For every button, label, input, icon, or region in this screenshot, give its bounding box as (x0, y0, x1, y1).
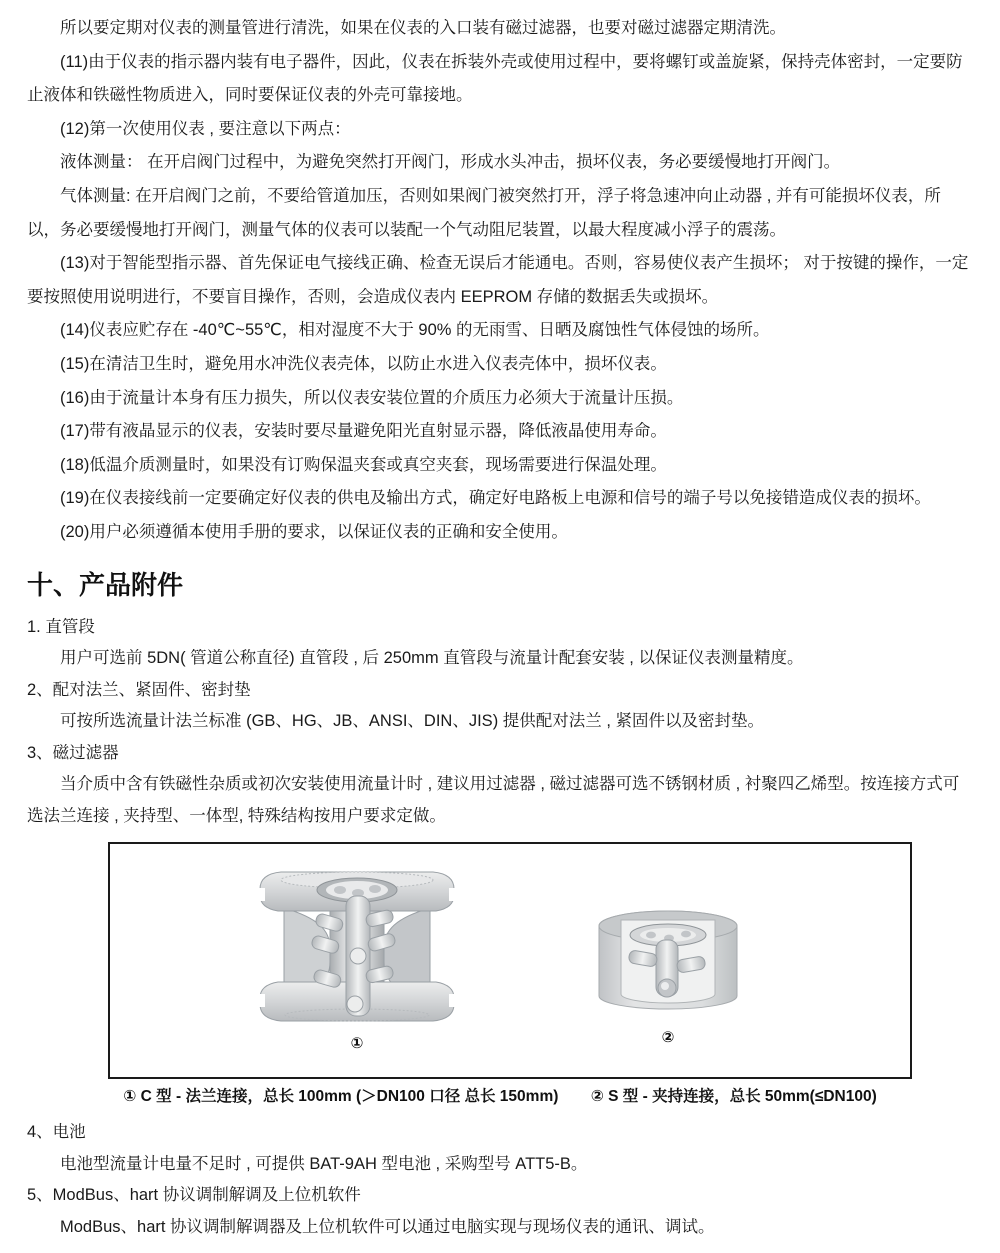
c-type-filter-illustration (254, 864, 460, 1028)
usage-notes-section (27, 12, 973, 550)
accessory-5-description: ModBus、hart 协议调制解调器及上位机软件可以通过电脑实现与现场仪表的通讯、调试。 (60, 1217, 715, 1236)
note-intro: 所以要定期对仪表的测量管进行清洗，如果在仪表的入口装有磁过滤器，也要对磁过滤器定期清洗。 (60, 19, 786, 37)
accessories-section-bottom (27, 1117, 973, 1243)
s-type-filter-illustration (593, 902, 743, 1020)
note-12: (12)第一次使用仪表 , 要注意以下两点： (60, 119, 351, 138)
note-14: (14)仪表应贮存在 -40℃~55℃，相对湿度不大于 90% 的无雨雪、日晒及腐蚀性气体侵蚀的场所。 (60, 321, 770, 340)
accessory-4-description: 电池型流量计电量不足时 , 可提供 BAT-9AH 型电池 , 采购型号 ATT5-B。 (60, 1154, 588, 1173)
figure-box (108, 842, 912, 1079)
figure-marker-1: ① (350, 1035, 364, 1052)
accessory-2-description: 可按所选流量计法兰标准 (GB、HG、JB、ANSI、DIN、JIS) 提供配对法兰 , 紧固件以及密封垫。 (60, 712, 765, 730)
note-gas-measurement: 气体测量: 在开启阀门之前，不要给管道加压，否则如果阀门被突然打开，浮子将急速冲向止动器 , 并有可能损坏仪表，所以，务必要缓慢地打开阀门，测量气体的仪表可以装配一个气动阻尼装置，以最大程度减小浮子的震荡。 (27, 186, 941, 239)
accessory-5-label: 5、ModBus、hart 协议调制解调及上位机软件 (27, 1186, 361, 1204)
accessory-3-label: 3、磁过滤器 (27, 743, 119, 762)
accessory-1-label: 1. 直管段 (27, 617, 95, 636)
figure-caption (27, 1085, 973, 1109)
accessory-4-label: 4、电池 (27, 1123, 86, 1141)
figure-marker-2: ② (661, 1029, 675, 1046)
note-18: (18)低温介质测量时，如果没有订购保温夹套或真空夹套，现场需要进行保温处理。 (60, 455, 667, 474)
note-15: (15)在清洁卫生时，避免用水冲洗仪表壳体，以防止水进入仪表壳体中，损坏仪表。 (60, 354, 667, 373)
figure-caption-s-type: ② S 型 - 夹持连接，总长 50mm(≤DN100) (590, 1088, 877, 1105)
note-20: (20)用户必须遵循本使用手册的要求，以保证仪表的正确和安全使用。 (60, 522, 568, 541)
note-17: (17)带有液晶显示的仪表，安装时要尽量避免阳光直射显示器，降低液晶使用寿命。 (60, 422, 667, 441)
figure-caption-c-type: ① C 型 - 法兰连接，总长 100mm (＞DN100 口径 总长 150mm) (123, 1088, 559, 1105)
section-title-product-accessories: 十、产品附件 (27, 569, 184, 600)
note-16: (16)由于流量计本身有压力损失，所以仪表安装位置的介质压力必须大于流量计压损。 (60, 388, 684, 407)
note-11: (11)由于仪表的指示器内装有电子器件，因此，仪表在拆装外壳或使用过程中，要将螺钉或盖旋紧，保持壳体密封，一定要防止液体和铁磁性物质进入，同时要保证仪表的外壳可靠接地。 (27, 52, 963, 105)
figure-item-s-type (588, 902, 748, 1047)
accessory-2-label: 2、配对法兰、紧固件、密封垫 (27, 680, 251, 699)
note-13: (13)对于智能型指示器、首先保证电气接线正确、检查无误后才能通电。否则，容易使仪表产生损坏； 对于按键的操作，一定要按照使用说明进行，不要盲目操作，否则，会造成仪表内 EEPROM 存储的数据丢失或损坏。 (27, 254, 969, 306)
note-liquid-measurement: 液体测量： 在开启阀门过程中，为避免突然打开阀门，形成水头冲击，损坏仪表，务必要缓慢地打开阀门。 (60, 153, 841, 172)
accessory-3-description: 当介质中含有铁磁性杂质或初次安装使用流量计时 , 建议用过滤器 , 磁过滤器可选不锈钢材质 , 衬聚四乙烯型。按连接方式可选法兰连接 , 夹持型、一体型, 特殊结构按用户要求定做。 (27, 775, 960, 825)
accessories-section-top (27, 612, 973, 833)
accessory-1-description: 用户可选前 5DN( 管道公称直径) 直管段 , 后 250mm 直管段与流量计配套安装 , 以保证仪表测量精度。 (60, 649, 804, 667)
figure-item-c-type (252, 864, 462, 1053)
magnetic-filter-figure (27, 842, 973, 1109)
note-19: (19)在仪表接线前一定要确定好仪表的供电及输出方式，确定好电路板上电源和信号的端子号以免接错造成仪表的损坏。 (60, 489, 931, 508)
